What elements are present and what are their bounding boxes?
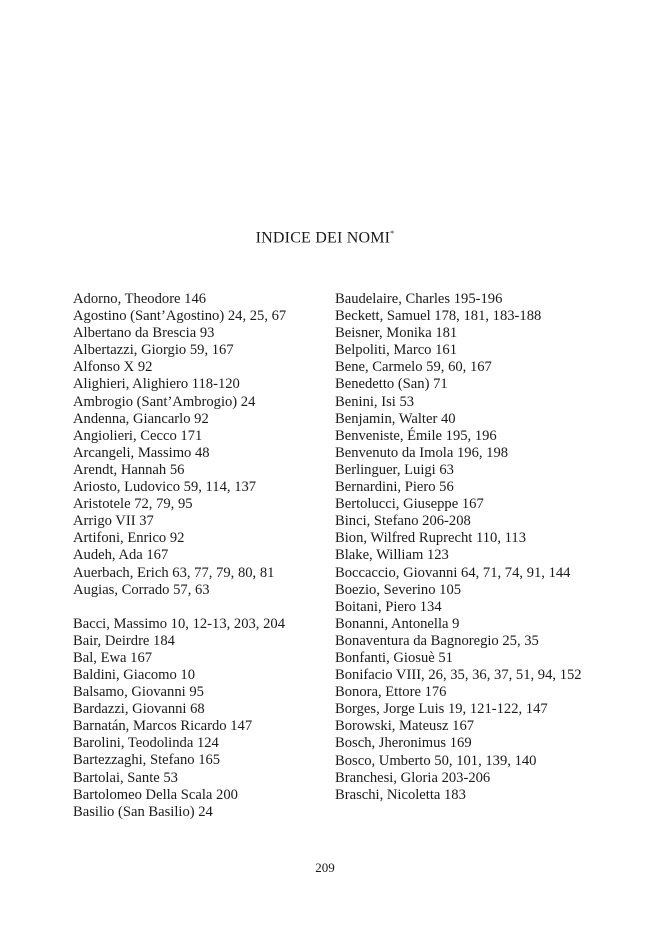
index-entry: Alighieri, Alighiero 118-120 [73, 376, 240, 393]
index-entry: Bair, Deirdre 184 [73, 632, 175, 649]
index-entry: Boccaccio, Giovanni 64, 71, 74, 91, 144 [335, 564, 571, 581]
index-entry: Audeh, Ada 167 [73, 547, 169, 564]
index-entry: Benjamin, Walter 40 [335, 410, 456, 427]
letter-group-gap [73, 599, 323, 616]
index-entry: Blake, William 123 [335, 547, 449, 564]
index-entry: Bion, Wilfred Ruprecht 110, 113 [335, 530, 526, 547]
index-entry: Berlinguer, Luigi 63 [335, 461, 454, 478]
index-entry: Arrigo VII 37 [73, 513, 154, 530]
index-entry: Beckett, Samuel 178, 181, 183-188 [335, 308, 542, 325]
index-entry: Artifoni, Enrico 92 [73, 530, 185, 547]
index-entry: Bosco, Umberto 50, 101, 139, 140 [335, 752, 537, 769]
index-entry: Baudelaire, Charles 195-196 [335, 291, 503, 307]
index-entry: Albertano da Brescia 93 [73, 325, 215, 342]
index-entry: Benedetto (San) 71 [335, 376, 448, 393]
index-entry: Boitani, Piero 134 [335, 598, 442, 615]
index-entry: Auerbach, Erich 63, 77, 79, 80, 81 [73, 564, 275, 581]
index-entry: Binci, Stefano 206-208 [335, 513, 471, 530]
index-entry: Balsamo, Giovanni 95 [73, 684, 204, 701]
index-entry: Borowski, Mateusz 167 [335, 718, 475, 735]
index-entry: Adorno, Theodore 146 [73, 291, 207, 307]
index-entry: Bertolucci, Giuseppe 167 [335, 496, 484, 513]
index-entry: Andenna, Giancarlo 92 [73, 410, 209, 427]
index-entry: Bernardini, Piero 56 [335, 479, 454, 496]
index-entry: Barnatán, Marcos Ricardo 147 [73, 718, 253, 735]
index-entry: Bene, Carmelo 59, 60, 167 [335, 359, 492, 376]
index-entry: Benini, Isi 53 [335, 393, 415, 410]
index-entry: Bartolomeo Della Scala 200 [73, 786, 238, 803]
index-entry: Bonfanti, Giosuè 51 [335, 649, 453, 666]
index-entry: Basilio (San Basilio) 24 [73, 803, 213, 820]
index-title-text: INDICE DEI NOMI [255, 229, 391, 247]
index-entry: Bal, Ewa 167 [73, 649, 153, 666]
index-entry: Arcangeli, Massimo 48 [73, 444, 210, 461]
index-entry: Bacci, Massimo 10, 12-13, 203, 204 [73, 615, 285, 632]
index-entry: Bartolai, Sante 53 [73, 769, 178, 786]
index-entry: Bonanni, Antonella 9 [335, 615, 460, 632]
index-entry: Bartezzaghi, Stefano 165 [73, 752, 221, 769]
index-entry: Alfonso X 92 [73, 359, 153, 376]
index-entry: Belpoliti, Marco 161 [335, 342, 458, 359]
index-entry: Albertazzi, Giorgio 59, 167 [73, 342, 234, 359]
index-entry: Angiolieri, Cecco 171 [73, 427, 203, 444]
index-entry: Agostino (Sant’Agostino) 24, 25, 67 [73, 308, 287, 325]
right-column [335, 291, 610, 804]
index-entry: Bonora, Ettore 176 [335, 684, 447, 701]
index-entry: Barolini, Teodolinda 124 [73, 735, 219, 752]
index-entry: Bonifacio VIII, 26, 35, 36, 37, 51, 94, 152 [335, 667, 582, 684]
page-number: 209 [315, 860, 335, 875]
index-entry: Borges, Jorge Luis 19, 121-122, 147 [335, 701, 548, 718]
index-entry: Bonaventura da Bagnoregio 25, 35 [335, 632, 539, 649]
index-title [0, 229, 650, 247]
index-entry: Aristotele 72, 79, 95 [73, 496, 193, 513]
index-entry: Boezio, Severino 105 [335, 581, 462, 598]
left-column [73, 291, 323, 821]
index-entry: Baldini, Giacomo 10 [73, 666, 196, 683]
index-entry: Benvenuto da Imola 196, 198 [335, 444, 509, 461]
index-entry: Augias, Corrado 57, 63 [73, 581, 210, 598]
index-entry: Arendt, Hannah 56 [73, 461, 185, 478]
index-entry: Bosch, Jheronimus 169 [335, 735, 472, 752]
index-entry: Benveniste, Émile 195, 196 [335, 427, 497, 444]
index-entry: Braschi, Nicoletta 183 [335, 786, 466, 803]
index-entry: Beisner, Monika 181 [335, 325, 458, 342]
index-entry: Ariosto, Ludovico 59, 114, 137 [73, 479, 257, 496]
index-entry: Branchesi, Gloria 203-206 [335, 769, 491, 786]
title-footnote-mark: * [390, 229, 395, 238]
index-entry: Bardazzi, Giovanni 68 [73, 701, 205, 718]
index-entry: Ambrogio (Sant’Ambrogio) 24 [73, 393, 256, 410]
